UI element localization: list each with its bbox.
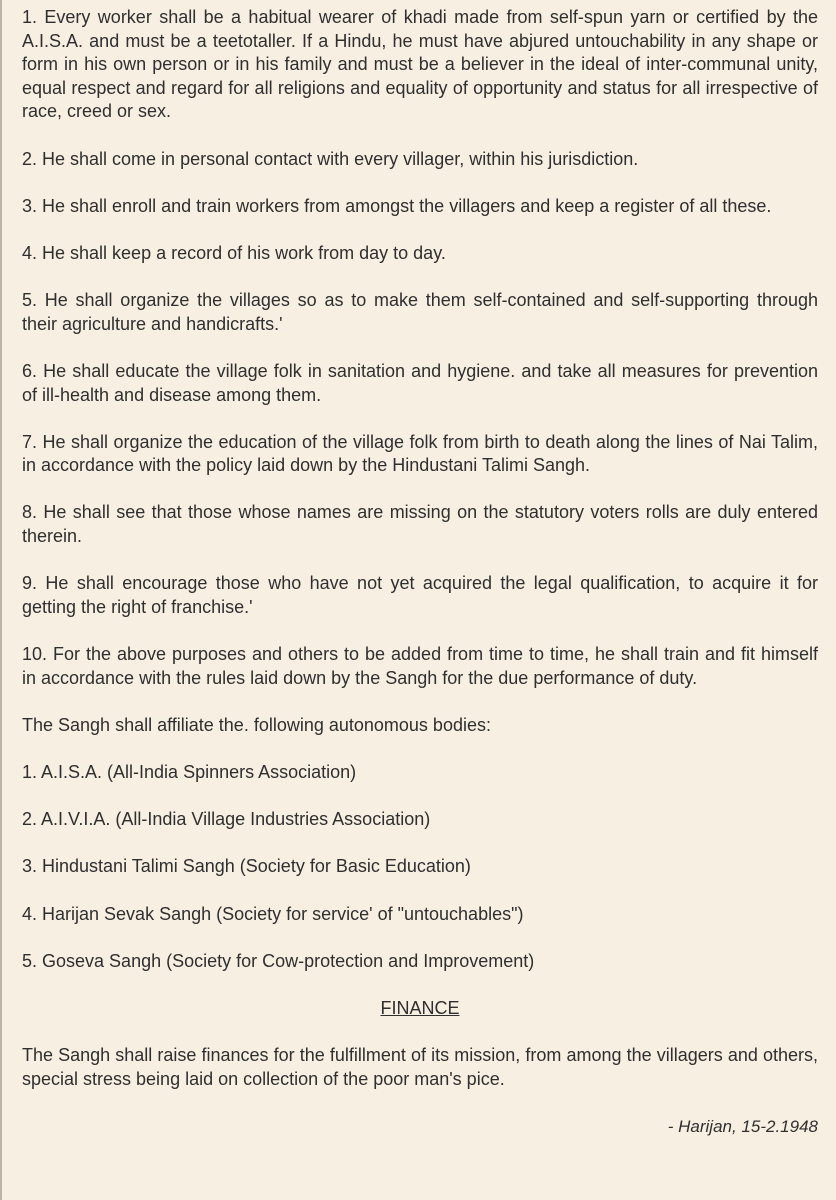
- clause-6: 6. He shall educate the village folk in sanitation and hygiene. and take all measures for prevention of ill-health and disease among them.: [22, 360, 818, 405]
- affiliated-body-1: 1. A.I.S.A. (All-India Spinners Association): [22, 762, 357, 782]
- clause-9: 9. He shall encourage those who have not yet acquired the legal qualification, to acquire it for getting the right of franchise.': [22, 573, 818, 617]
- clause-10: 10. For the above purposes and others to be added from time to time, he shall train and fit himself in accordance with the rules laid down by the Sangh for the due performance of duty.: [22, 644, 818, 688]
- clause-5: 5. He shall organize the villages so as to make them self-contained and self-supporting through their agriculture and handicrafts.': [22, 290, 818, 334]
- affiliated-body-4: 4. Harijan Sevak Sangh (Society for service' of "untouchables"): [22, 903, 524, 924]
- affiliated-body-3: 3. Hindustani Talimi Sangh (Society for Basic Education): [22, 856, 471, 877]
- source-citation: - Harijan, 15-2.1948: [667, 1116, 818, 1136]
- clause-8: 8. He shall see that those whose names are missing on the statutory voters rolls are duly entered therein.: [22, 502, 818, 547]
- clause-2: 2. He shall come in personal contact with every villager, within his jurisdiction.: [22, 148, 639, 169]
- affiliated-body-2: 2. A.I.V.I.A. (All-India Village Industries Association): [22, 809, 431, 830]
- finance-heading: FINANCE: [380, 997, 460, 1018]
- clause-1: 1. Every worker shall be a habitual wearer of khadi made from self-spun yarn or certified by the A.I.S.A. and must be a teetotaller. If a Hindu, he must have abjured untouchability in any shape or form in his own person or in his family and must be a believer in the ideal of inter-communal unity, equal respect and regard for all religions and equality of opportunity and status for all irrespective of race, creed or sex.: [22, 7, 818, 122]
- affiliation-intro: The Sangh shall affiliate the. following autonomous bodies:: [22, 714, 491, 735]
- finance-text: The Sangh shall raise finances for the fulfillment of its mission, from among the villagers and others, special stress being laid on collection of the poor man's pice.: [22, 1045, 818, 1089]
- clause-7: 7. He shall organize the education of the village folk from birth to death along the lines of Nai Talim, in accordance with the policy laid down by the Hindustani Talimi Sangh.: [22, 431, 818, 476]
- affiliated-body-5: 5. Goseva Sangh (Society for Cow-protection and Improvement): [22, 950, 535, 971]
- clause-4: 4. He shall keep a record of his work from day to day.: [22, 242, 446, 263]
- clause-3: 3. He shall enroll and train workers from amongst the villagers and keep a register of all these.: [22, 195, 772, 216]
